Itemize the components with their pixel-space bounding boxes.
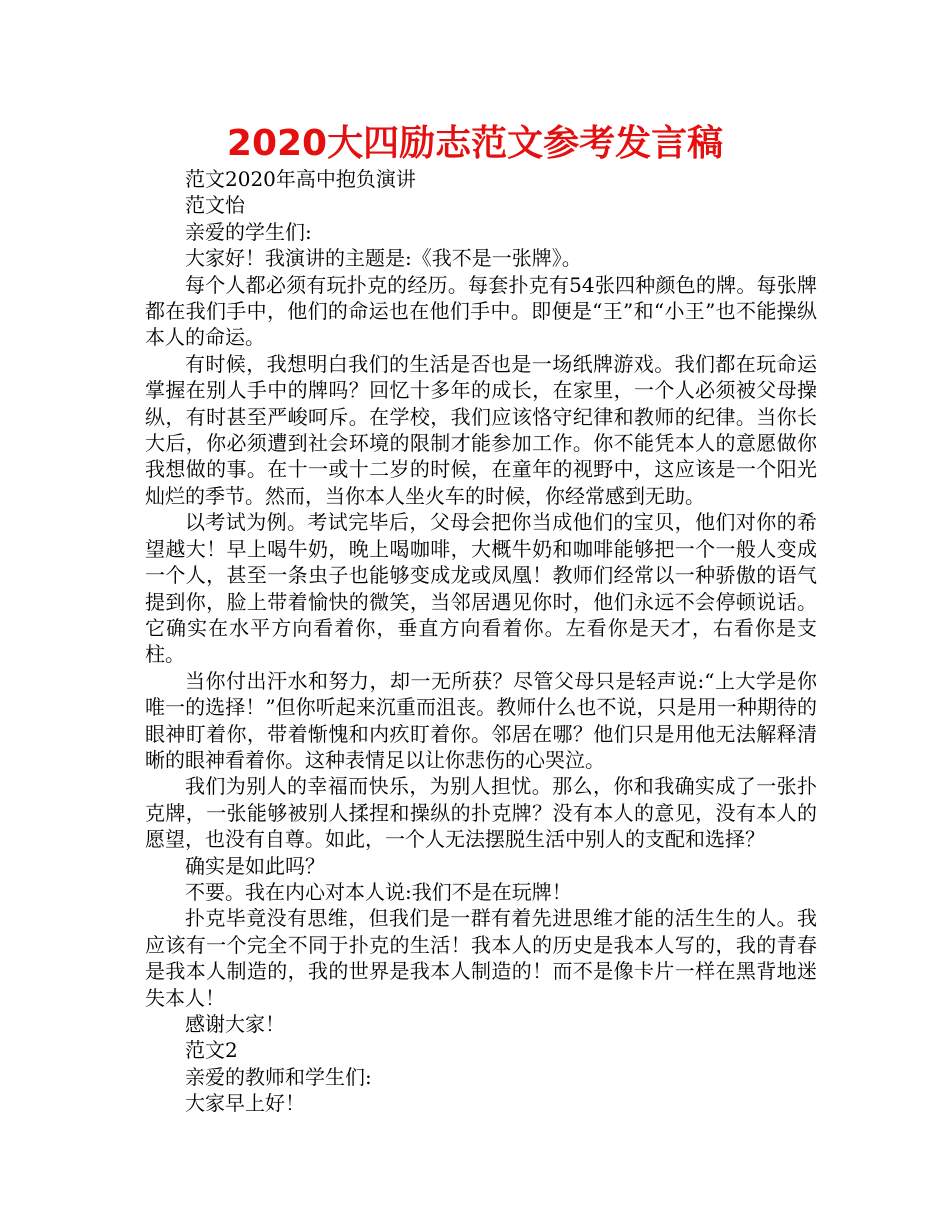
paragraph-greeting: 大家早上好！ bbox=[185, 1091, 305, 1116]
paragraph-section-heading: 范文2 bbox=[185, 1038, 238, 1063]
paragraph: 确实是如此吗？ bbox=[185, 853, 325, 878]
paragraph-thanks: 感谢大家！ bbox=[185, 1012, 285, 1036]
paragraph: 当你付出汗水和努力，却一无所获？尽管父母只是轻声说:“上大学是你唯一的选择！”但你听起来沉重而沮丧。教师什么也不说，只是用一种期待的眼神盯着你，带着惭愧和内疚盯着你。邻居在哪？他们只是用他无法解释清晰的眼神看着你。这种表情足以让你悲伤的心哭泣。 bbox=[145, 668, 817, 772]
paragraph: 以考试为例。考试完毕后，父母会把你当成他们的宝贝，他们对你的希望越大！早上喝牛奶，晚上喝咖啡，大概牛奶和咖啡能够把一个一般人变成一个人，甚至一条虫子也能够变成龙或凤凰！教师们经常以一种骄傲的语气提到你，脸上带着愉快的微笑，当邻居遇见你时，他们永远不会停顿说话。它确实在水平方向看着你，垂直方向看着你。左看你是天才，右看你是支柱。 bbox=[145, 510, 817, 667]
paragraph: 每个人都必须有玩扑克的经历。每套扑克有54张四种颜色的牌。每张牌都在我们手中，他们的命运也在他们手中。即便是“王”和“小王”也不能操纵本人的命运。 bbox=[145, 272, 817, 350]
paragraph-salutation: 亲爱的学生们: bbox=[185, 219, 312, 244]
paragraph: 扑克毕竟没有思维，但我们是一群有着先进思维才能的活生生的人。我应该有一个完全不同于扑克的生活！我本人的历史是我本人写的，我的青春是我本人制造的，我的世界是我本人制造的！而不是像卡片一样在黑背地迷失本人！ bbox=[145, 906, 817, 1010]
paragraph: 我们为别人的幸福而快乐，为别人担忧。那么，你和我确实成了一张扑克牌，一张能够被别人揉捏和操纵的扑克牌？没有本人的意见，没有本人的愿望，也没有自尊。如此，一个人无法摆脱生活中别人的支配和选择？ bbox=[145, 774, 817, 852]
paragraph-salutation: 亲爱的教师和学生们: bbox=[185, 1064, 372, 1089]
paragraph-greeting: 大家好！我演讲的主题是:《我不是一张牌》。 bbox=[185, 246, 582, 271]
document-body bbox=[145, 166, 817, 1117]
paragraph-author: 范文怡 bbox=[185, 193, 245, 218]
paragraph: 有时候，我想明白我们的生活是否也是一场纸牌游戏。我们都在玩命运掌握在别人手中的牌吗？回忆十多年的成长，在家里，一个人必须被父母操纵，有时甚至严峻呵斥。在学校，我们应该恪守纪律和教师的纪律。当你长大后，你必须遭到社会环境的限制才能参加工作。你不能凭本人的意愿做你我想做的事。在十一或十二岁的时候，在童年的视野中，这应该是一个阳光灿烂的季节。然而，当你本人坐火车的时候，你经常感到无助。 bbox=[145, 351, 817, 508]
document-title: 2020大四励志范文参考发言稿 bbox=[226, 123, 724, 164]
paragraph: 不要。我在内心对本人说:我们不是在玩牌！ bbox=[185, 879, 572, 904]
paragraph-subtitle: 范文2020年高中抱负演讲 bbox=[185, 167, 416, 191]
